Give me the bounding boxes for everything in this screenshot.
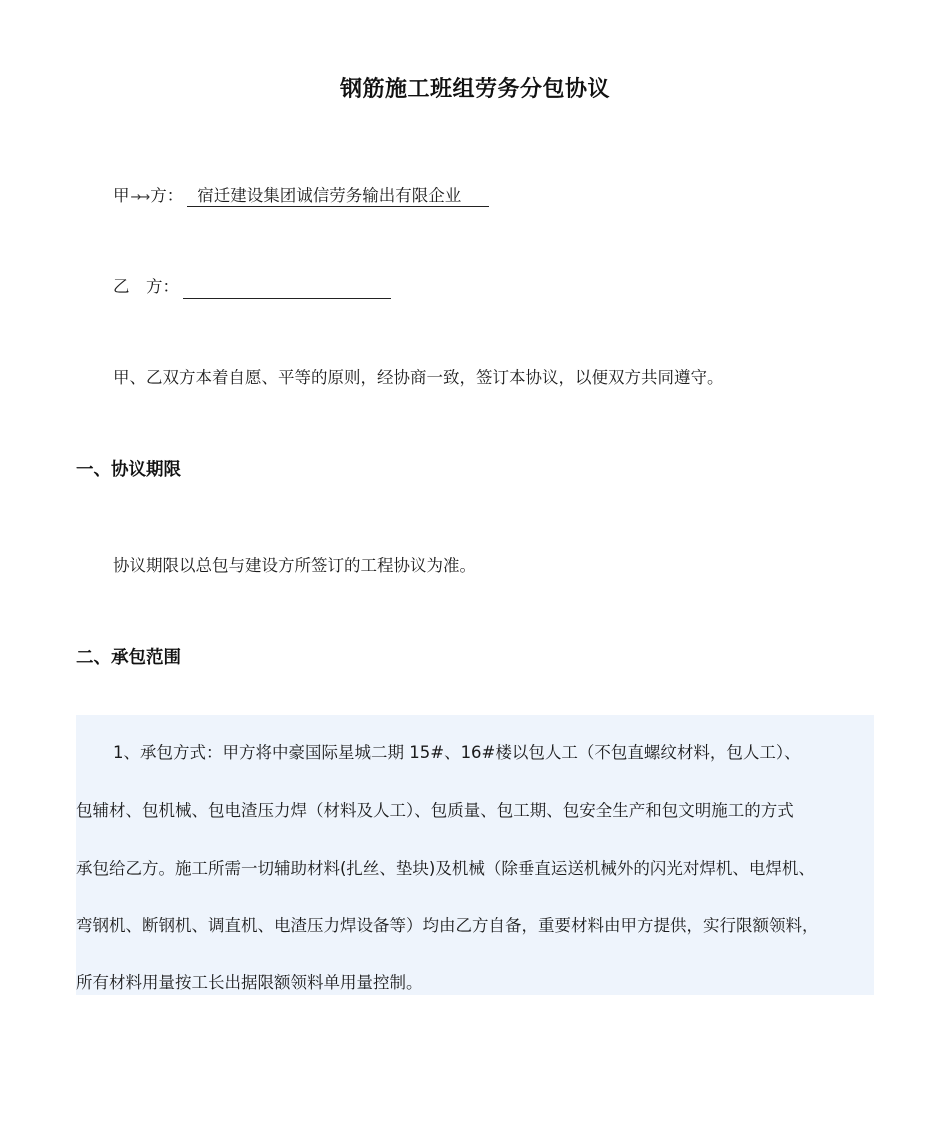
party-a-line (113, 184, 489, 210)
party-a-label-end: 方： (150, 186, 184, 205)
document-title: 钢筋施工班组劳务分包协议 (339, 77, 610, 102)
term-paragraph: 协议期限以总包与建设方所签订的工程协议为准。 (113, 556, 476, 575)
intro-paragraph: 甲、乙双方本着自愿、平等的原则，经协商一致，签订本协议，以便双方共同遵守。 (113, 368, 724, 387)
party-a-label-start: 甲 (113, 186, 130, 205)
scope-paragraph-line: 承包给乙方。施工所需一切辅助材料(扎丝、垫块)及机械（除垂直运送机械外的闪光对焊机、电焊机、 (76, 859, 815, 878)
party-b-line (113, 275, 391, 299)
arrow-marks-icon: →→ (130, 190, 149, 205)
scope-paragraph-line: 弯钢机、断钢机、调直机、电渣压力焊设备等）均由乙方自备，重要材料由甲方提供，实行限额领料， (76, 916, 819, 935)
section-heading-term: 一、协议期限 (76, 460, 181, 480)
scope-paragraph-line: 1、承包方式：甲方将中豪国际星城二期 15#、16#楼以包人工（不包直螺纹材料，包人工）、 (113, 743, 801, 762)
scope-paragraph-line: 包辅材、包机械、包电渣压力焊（材料及人工）、包质量、包工期、包安全生产和包文明施工的方式 (76, 801, 794, 820)
party-b-label: 乙 方： (113, 277, 179, 296)
section-heading-scope: 二、承包范围 (76, 648, 181, 668)
party-a-field[interactable]: 宿迁建设集团诚信劳务输出有限企业 (187, 186, 489, 207)
party-b-field[interactable] (183, 278, 391, 299)
scope-paragraph-line: 所有材料用量按工长出据限额领料单用量控制。 (76, 973, 423, 992)
